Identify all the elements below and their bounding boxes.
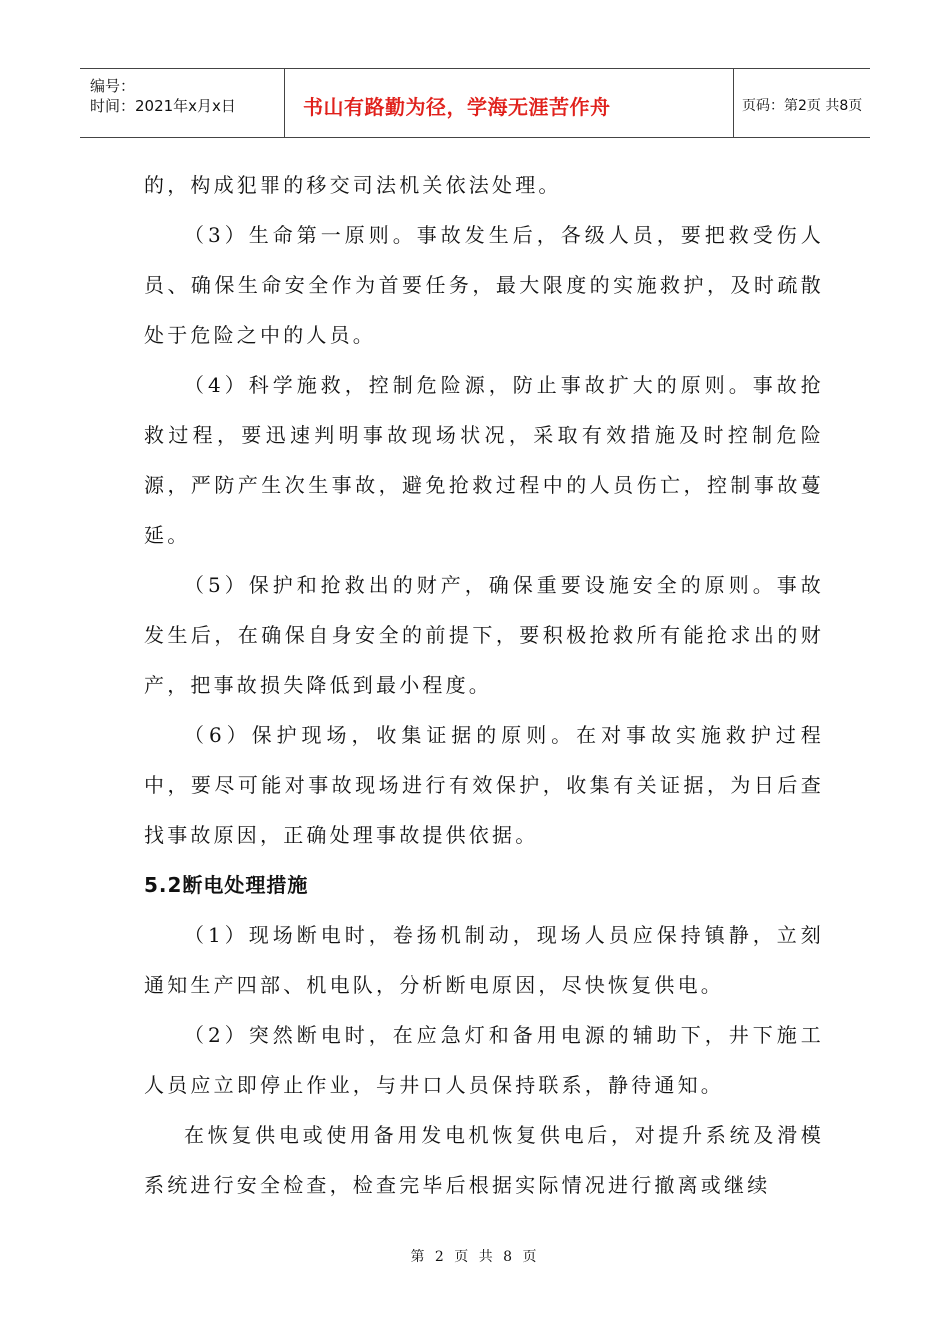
document-body bbox=[144, 160, 824, 1210]
page-footer: 第 2 页 共 8 页 bbox=[410, 1249, 540, 1265]
paragraph-restore-power: 在恢复供电或使用备用发电机恢复供电后，对提升系统及滑模系统进行安全检查，检查完毕后根据实际情况进行撤离或继续 bbox=[144, 1123, 824, 1197]
header-page-cell bbox=[734, 69, 870, 137]
paragraph-protect-scene: （6）保护现场，收集证据的原则。在对事故实施救护过程中，要尽可能对事故现场进行有效保护，收集有关证据，为日后查找事故原因，正确处理事故提供依据。 bbox=[144, 723, 824, 847]
section-heading: 5.2断电处理措施 bbox=[144, 873, 309, 897]
paragraph-life-first: （3）生命第一原则。事故发生后，各级人员，要把救受伤人员、确保生命安全作为首要任务，最大限度的实施救护，及时疏散处于危险之中的人员。 bbox=[144, 223, 824, 347]
paragraph-protect-property: （5）保护和抢救出的财产，确保重要设施安全的原则。事故发生后，在确保自身安全的前提下，要积极抢救所有能抢求出的财产，把事故损失降低到最小程度。 bbox=[144, 573, 824, 697]
header-slogan: 书山有路勤为径，学海无涯苦作舟 bbox=[303, 95, 611, 119]
paragraph-scientific-rescue: （4）科学施救，控制危险源，防止事故扩大的原则。事故抢救过程，要迅速判明事故现场状况，采取有效措施及时控制危险源，严防产生次生事故，避免抢救过程中的人员伤亡，控制事故蔓延。 bbox=[144, 373, 824, 547]
date-label: 时间：2021年x月x日 bbox=[90, 97, 236, 115]
paragraph-power-outage-2: （2）突然断电时，在应急灯和备用电源的辅助下，井下施工人员应立即停止作业，与井口人员保持联系，静待通知。 bbox=[144, 1023, 824, 1097]
header-page-info: 页码：第2页 共8页 bbox=[742, 98, 863, 114]
serial-number-label: 编号： bbox=[90, 77, 136, 95]
paragraph-power-outage-1: （1）现场断电时，卷扬机制动，现场人员应保持镇静，立刻通知生产四部、机电队，分析断电原因，尽快恢复供电。 bbox=[144, 923, 824, 997]
header-meta bbox=[80, 69, 284, 137]
page-header bbox=[80, 68, 870, 138]
header-slogan-cell bbox=[284, 69, 734, 137]
paragraph-1: 的，构成犯罪的移交司法机关依法处理。 bbox=[144, 173, 562, 197]
